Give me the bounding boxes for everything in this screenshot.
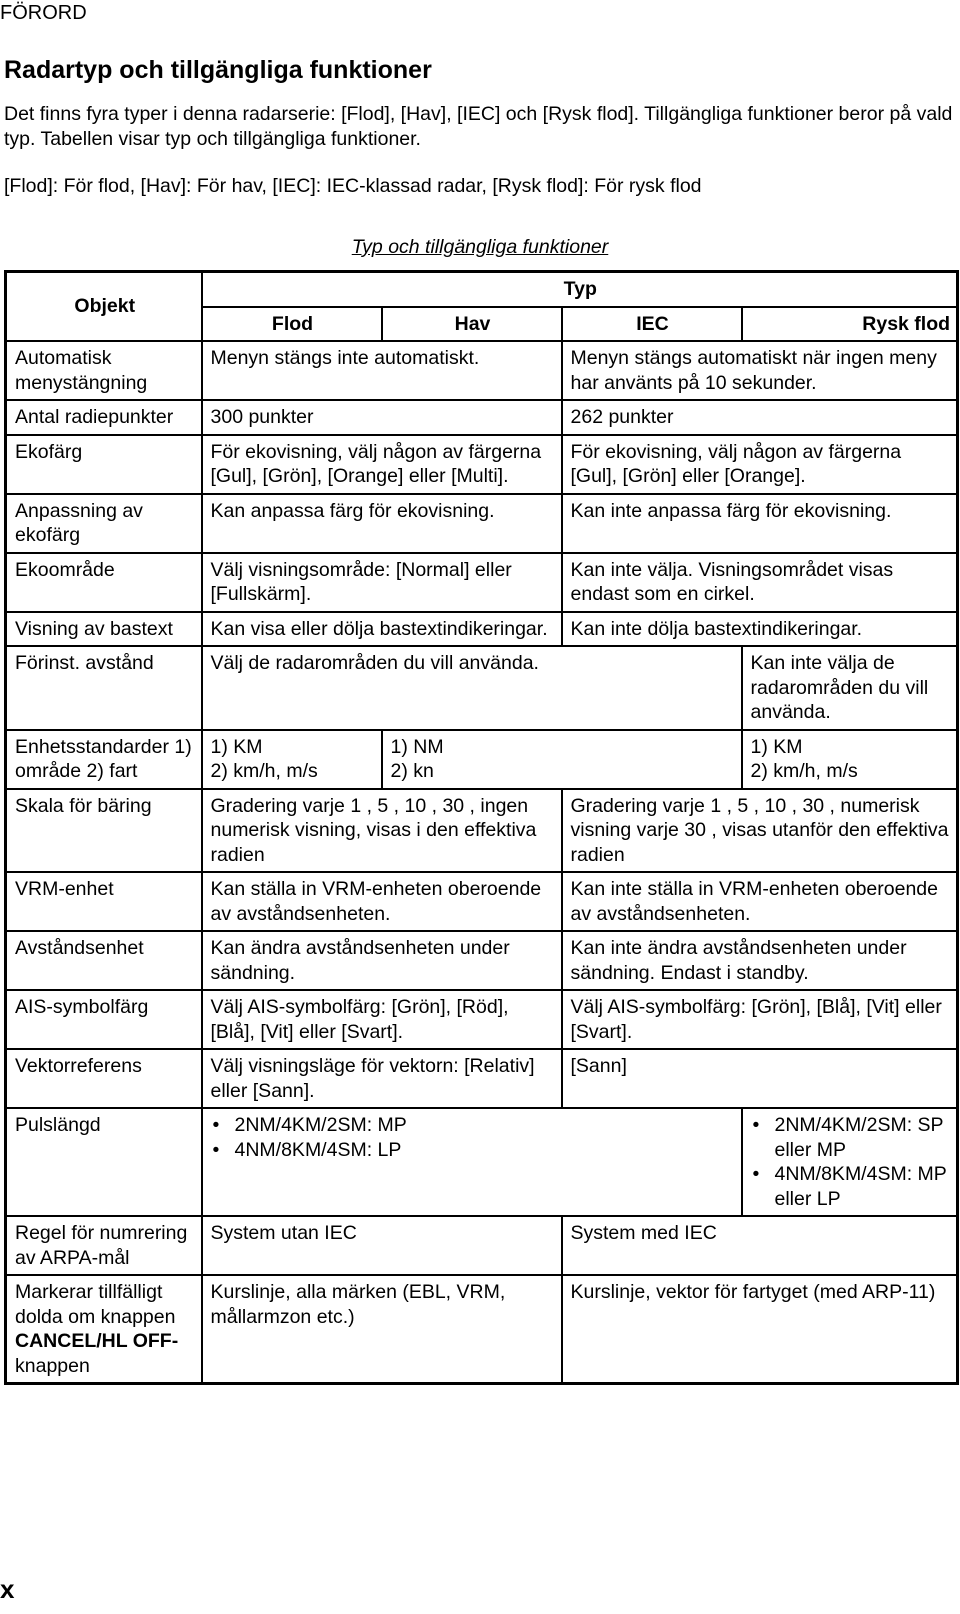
cell-rysk: 1) KM 2) km/h, m/s xyxy=(742,730,958,789)
cell-flod-hav: Kurslinje, alla märken (EBL, VRM, mållarmzon etc.) xyxy=(202,1275,562,1384)
pulse-list xyxy=(751,1113,951,1211)
row-label: Regel för numrering av ARPA-mål xyxy=(6,1216,202,1275)
cell-iec-rysk: Kan inte ställa in VRM-enheten oberoende av avståndsenheten. xyxy=(562,872,958,931)
cell-flod-hav: Kan ställa in VRM-enheten oberoende av avståndsenheten. xyxy=(202,872,562,931)
cell-hav-iec: 1) NM 2) kn xyxy=(382,730,742,789)
cell-flod-hav: Kan ändra avståndsenheten under sändning. xyxy=(202,931,562,990)
cell-flod-hav: Gradering varje 1 , 5 , 10 , 30 , ingen numerisk visning, visas i den effektiva radien xyxy=(202,789,562,873)
table-row xyxy=(6,612,958,647)
list-item: • 4NM/8KM/4SM: LP xyxy=(211,1138,735,1163)
table-row xyxy=(6,789,958,873)
table-row xyxy=(6,1049,958,1108)
cell-iec-rysk: Kan inte dölja bastextindikeringar. xyxy=(562,612,958,647)
cell-iec-rysk: Kurslinje, vektor för fartyget (med ARP-11) xyxy=(562,1275,958,1384)
row-label: Automatisk menystängning xyxy=(6,341,202,400)
cell-flod-hav: Menyn stängs inte automatiskt. xyxy=(202,341,562,400)
list-item: • 2NM/4KM/2SM: SP eller MP xyxy=(751,1113,951,1162)
header-object: Objekt xyxy=(6,272,202,342)
page-title: Radartyp och tillgängliga funktioner xyxy=(4,56,432,84)
table-row xyxy=(6,1216,958,1275)
table-row xyxy=(6,646,958,730)
table-row xyxy=(6,494,958,553)
row-label: Ekoområde xyxy=(6,553,202,612)
cell-iec-rysk: System med IEC xyxy=(562,1216,958,1275)
cell-flod-hav: Kan visa eller dölja bastextindikeringar. xyxy=(202,612,562,647)
cell-iec-rysk: Menyn stängs automatiskt när ingen meny har använts på 10 sekunder. xyxy=(562,341,958,400)
row-label xyxy=(6,1275,202,1384)
table-row xyxy=(6,730,958,789)
cell-flod-hav: Välj AIS-symbolfärg: [Grön], [Röd], [Blå], [Vit] eller [Svart]. xyxy=(202,990,562,1049)
header-hav: Hav xyxy=(382,307,562,342)
cell-flod-hav-iec xyxy=(202,1108,742,1216)
table-row xyxy=(6,341,958,400)
table-row xyxy=(6,435,958,494)
type-function-table xyxy=(4,270,959,1385)
cell-rysk: Kan inte välja de radarområden du vill använda. xyxy=(742,646,958,730)
header-rysk-flod: Rysk flod xyxy=(742,307,958,342)
row-label-text: Markerar tillfälligt dolda om knappen xyxy=(15,1281,176,1328)
row-label: Anpassning av ekofärg xyxy=(6,494,202,553)
row-label: Avståndsenhet xyxy=(6,931,202,990)
cell-iec-rysk: Kan inte välja. Visningsområdet visas endast som en cirkel. xyxy=(562,553,958,612)
table-row xyxy=(6,990,958,1049)
table-row xyxy=(6,1108,958,1216)
row-label: Förinst. avstånd xyxy=(6,646,202,730)
list-item: • 4NM/8KM/4SM: MP eller LP xyxy=(751,1162,951,1211)
type-legend: [Flod]: För flod, [Hav]: För hav, [IEC]: IEC-klassad radar, [Rysk flod]: För rysk flod xyxy=(4,175,702,197)
row-label: VRM-enhet xyxy=(6,872,202,931)
cell-rysk xyxy=(742,1108,958,1216)
cell-flod-hav: System utan IEC xyxy=(202,1216,562,1275)
row-label: Skala för bäring xyxy=(6,789,202,873)
row-label: Antal radiepunkter xyxy=(6,400,202,435)
table-row xyxy=(6,1275,958,1384)
table-row xyxy=(6,872,958,931)
cell-iec-rysk: 262 punkter xyxy=(562,400,958,435)
section-header: FÖRORD xyxy=(0,2,87,24)
cell-iec-rysk: För ekovisning, välj någon av färgerna [Gul], [Grön] eller [Orange]. xyxy=(562,435,958,494)
cell-flod: 1) KM 2) km/h, m/s xyxy=(202,730,382,789)
cell-flod-hav: 300 punkter xyxy=(202,400,562,435)
cell-iec-rysk: Välj AIS-symbolfärg: [Grön], [Blå], [Vit] eller [Svart]. xyxy=(562,990,958,1049)
pulse-list xyxy=(211,1113,735,1162)
cell-iec-rysk: Gradering varje 1 , 5 , 10 , 30 , numerisk visning varje 30 , visas utanför den effektiva radien xyxy=(562,789,958,873)
header-iec: IEC xyxy=(562,307,742,342)
header-flod: Flod xyxy=(202,307,382,342)
cell-iec-rysk: Kan inte anpassa färg för ekovisning. xyxy=(562,494,958,553)
table-row xyxy=(6,400,958,435)
cancel-hl-off-key: CANCEL/HL OFF- xyxy=(15,1330,179,1352)
row-label: Enhetsstandarder 1) område 2) fart xyxy=(6,730,202,789)
page-mark: x xyxy=(0,1574,15,1604)
row-label: Visning av bastext xyxy=(6,612,202,647)
row-label: Ekofärg xyxy=(6,435,202,494)
cell-flod-hav-iec: Välj de radarområden du vill använda. xyxy=(202,646,742,730)
cell-iec-rysk: Kan inte ändra avståndsenheten under sändning. Endast i standby. xyxy=(562,931,958,990)
header-type: Typ xyxy=(202,272,958,307)
row-label-tail: knappen xyxy=(15,1354,90,1377)
table-row xyxy=(6,931,958,990)
cell-flod-hav: Kan anpassa färg för ekovisning. xyxy=(202,494,562,553)
table-header-row xyxy=(6,272,958,307)
cell-flod-hav: Välj visningsområde: [Normal] eller [Fullskärm]. xyxy=(202,553,562,612)
row-label: Pulslängd xyxy=(6,1108,202,1216)
cell-flod-hav: För ekovisning, välj någon av färgerna [Gul], [Grön], [Orange] eller [Multi]. xyxy=(202,435,562,494)
list-item: • 2NM/4KM/2SM: MP xyxy=(211,1113,735,1138)
cell-flod-hav: Välj visningsläge för vektorn: [Relativ] eller [Sann]. xyxy=(202,1049,562,1108)
table-row xyxy=(6,553,958,612)
intro-paragraph: Det finns fyra typer i denna radarserie: [Flod], [Hav], [IEC] och [Rysk flod]. Tillgängliga funktioner beror på vald typ. Tabellen visar typ och tillgängliga funktioner. xyxy=(4,103,953,150)
row-label: Vektorreferens xyxy=(6,1049,202,1108)
table-caption: Typ och tillgängliga funktioner xyxy=(351,236,609,258)
row-label: AIS-symbolfärg xyxy=(6,990,202,1049)
cell-iec-rysk: [Sann] xyxy=(562,1049,958,1108)
